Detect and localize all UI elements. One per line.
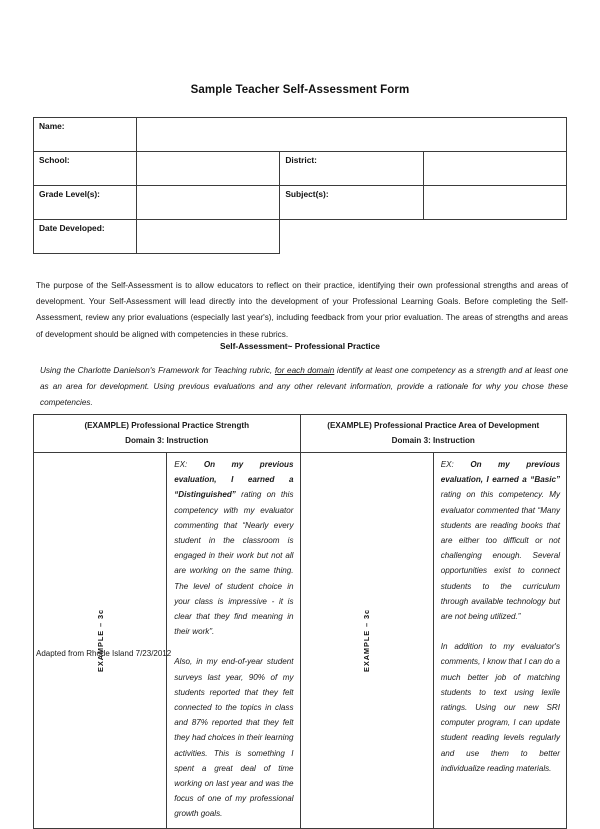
column-header-strength-line1: (EXAMPLE) Professional Practice Strength: [84, 421, 250, 430]
example-strength-lead-1: On my previous evaluation, I earned a “Distinguished”: [174, 460, 294, 500]
example-strength-paragraph-2: [174, 654, 293, 821]
spacer-cell-1: [280, 220, 423, 254]
teacher-identification-table: [33, 117, 567, 254]
instruction-text-part1: Using the Charlotte Danielson's Framework for Teaching rubric,: [40, 366, 275, 375]
column-header-strength-line2: Domain 3: Instruction: [125, 436, 209, 445]
field-label-subjects: Subject(s):: [280, 186, 423, 220]
field-input-grade-levels[interactable]: [137, 186, 280, 220]
field-label-date-developed: Date Developed:: [34, 220, 137, 254]
field-input-date-developed[interactable]: [137, 220, 280, 254]
column-header-development: [300, 415, 567, 453]
table-row-grade-subject: [34, 186, 567, 220]
rail-label-strength-text: EXAMPLE – 3c: [95, 608, 105, 672]
example-development-lead-1: On my previous evaluation, I earned a “Basic”: [440, 460, 561, 485]
introduction-paragraph: The purpose of the Self-Assessment is to allow educators to reflect on their practice, identifying their own professional strengths and areas of development. Your Self-Assessment will lead directly into the development of your Professional Learning Goals. Before completing the Self-Assessment, review any prior evaluations (especially last year's), including feedback from your prior evaluation. The areas of strengths and areas of development should be aligned with competencies in these rubrics.: [36, 281, 568, 339]
column-header-development-line1: (EXAMPLE) Professional Practice Area of Development: [327, 421, 540, 430]
column-header-strength: [34, 415, 301, 453]
example-development-paragraph-2: [441, 639, 560, 776]
field-label-name: Name:: [34, 118, 137, 152]
rail-label-development: [300, 453, 433, 829]
field-input-school[interactable]: [137, 152, 280, 186]
section-instruction: [40, 363, 568, 412]
column-header-development-line2: Domain 3: Instruction: [391, 436, 475, 445]
table-row-date-developed: [34, 220, 567, 254]
example-strength-rest-1: rating on this competency with my evaluator commenting that “Nearly every student in the classroom is engaged in their work but not all are working on the same thing. The level of student choice in your class is impressive - it is clear that they find meaning in their work”.: [174, 490, 294, 637]
field-label-school: School:: [34, 152, 137, 186]
example-development-prefix-1: EX:: [440, 460, 471, 469]
example-strength-paragraph-1: [174, 457, 293, 639]
field-input-district[interactable]: [423, 152, 566, 186]
example-competency-table: [33, 414, 567, 829]
table-row-name: [34, 118, 567, 152]
example-cell-strength[interactable]: [167, 453, 300, 829]
table-header-row: [34, 415, 567, 453]
table-row-school-district: [34, 152, 567, 186]
document-footer: Adapted from Rhode Island 7/23/2012: [36, 649, 172, 658]
example-development-paragraph-1: [441, 457, 560, 624]
section-heading: Self-Assessment~ Professional Practice: [220, 341, 380, 351]
field-label-district: District:: [280, 152, 423, 186]
example-strength-rest-2: Also, in my end-of-year student surveys last year, 90% of my students reported that they felt connected to the topics in class and 87% reported that they felt they had choices in their learning activities. This is something I spent a great deal of time working on last year and was the focus of one of my professional growth goals.: [174, 657, 294, 819]
field-label-grade-levels: Grade Level(s):: [34, 186, 137, 220]
rail-label-strength: [34, 453, 167, 829]
page-title: Sample Teacher Self-Assessment Form: [190, 84, 410, 96]
instruction-text-underlined: for each domain: [274, 366, 335, 375]
example-development-rest-1: rating on this competency. My evaluator commented that “Many students are reading books that are either too difficult or not challenging enough. Several opportunities exist to connect students to the curriculum through available technology but are not being utilized.”: [440, 490, 560, 622]
example-development-rest-2: In addition to my evaluator's comments, I know that I can do a much better job of matching students to text using lexile ratings. Using our new SRI computer program, I can update student reading levels regularly and use them to better individualize reading materials.: [440, 642, 560, 773]
rail-label-development-text: EXAMPLE – 3c: [362, 608, 372, 672]
example-strength-prefix-1: EX:: [174, 460, 204, 469]
field-input-name[interactable]: [137, 118, 567, 152]
example-cell-development[interactable]: [433, 453, 566, 829]
table-row-examples: [34, 453, 567, 829]
field-input-subjects[interactable]: [423, 186, 566, 220]
instruction-text-part2: identify at least one competency as a strength and at least one as an area for development. Using previous evaluations and any other relevant information, provide a rationale for why you chose these competencies.: [40, 366, 568, 408]
spacer-cell-2: [423, 220, 566, 254]
